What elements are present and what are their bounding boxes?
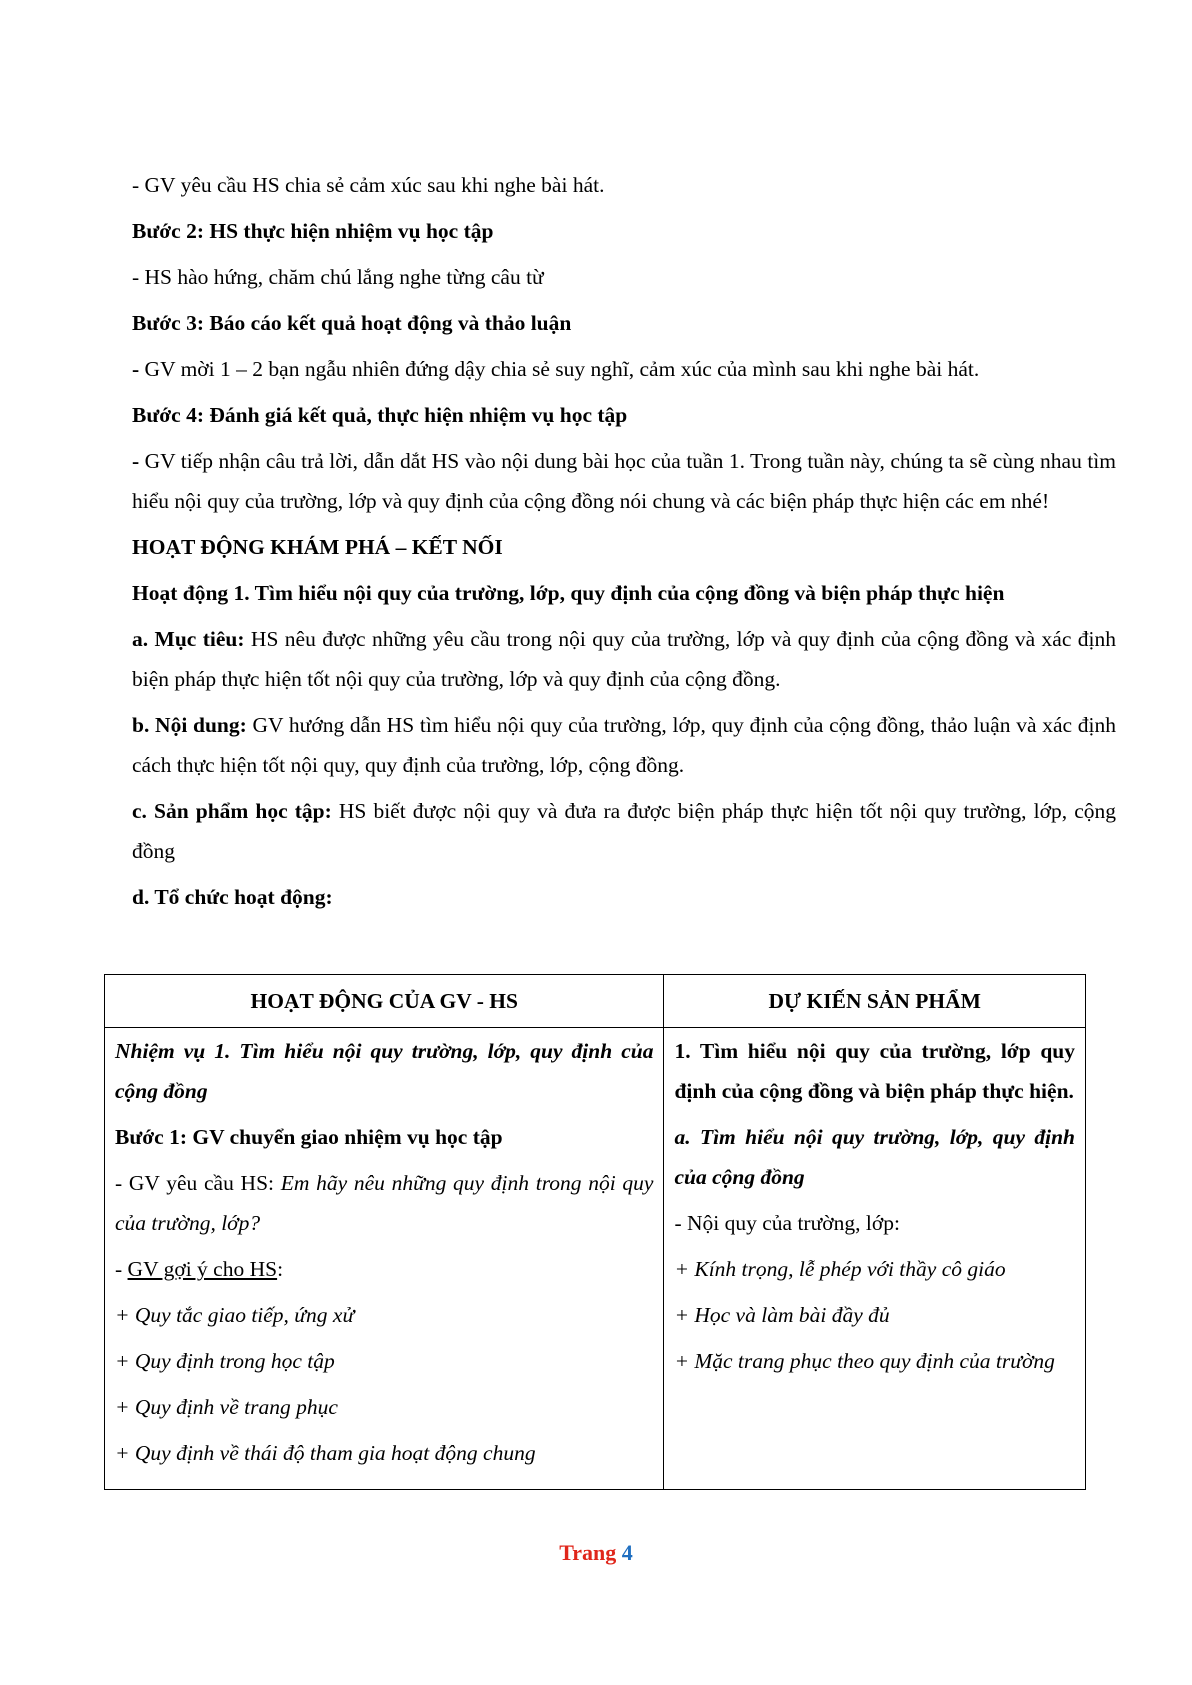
product-subtitle: a. Tìm hiểu nội quy trường, lớp, quy định của cộng đồng [674,1125,1075,1189]
product-label: c. Sản phẩm học tập: [132,799,332,823]
activity-cell [105,1028,664,1490]
document-body [132,165,1116,923]
teacher-request [115,1163,653,1243]
activity-heading: Hoạt động 1. Tìm hiểu nội quy của trường, lớp, quy định của cộng đồng và biện pháp thực hiện [132,581,1005,605]
page-label: Trang [559,1540,617,1565]
paragraph-students-listen: - HS hào hứng, chăm chú lắng nghe từng câu từ [132,265,544,289]
rule-item: + Kính trọng, lễ phép với thầy cô giáo [674,1257,1006,1281]
task-1-title: Nhiệm vụ 1. Tìm hiểu nội quy trường, lớp, quy định của cộng đồng [115,1039,654,1103]
goal-text: HS nêu được những yêu cầu trong nội quy của trường, lớp và quy định của cộng đồng và xác định biện pháp thực hiện tốt nội quy của trường, lớp và quy định của cộng đồng. [132,627,1117,691]
table-row [105,1028,1086,1490]
hint-label: GV gợi ý cho HS [127,1257,278,1281]
header-teacher-student-activity: HOẠT ĐỘNG CỦA GV - HS [105,975,664,1028]
content-text: GV hướng dẫn HS tìm hiểu nội quy của trường, lớp, quy định của cộng đồng, thảo luận và xác định cách thực hiện tốt nội quy, quy định của trường, lớp, cộng đồng. [132,713,1116,777]
hint-item: + Quy định trong học tập [115,1349,335,1373]
product-cell [664,1028,1086,1490]
paragraph-invite-share-text: GV mời 1 – 2 bạn ngẫu nhiên đứng dậy chia sẻ suy nghĩ, cảm xúc của mình sau khi nghe bài hát. [139,357,980,381]
page-number: 4 [621,1540,633,1565]
teacher-request-prefix: - GV yêu cầu HS: [115,1171,281,1195]
rule-item: + Mặc trang phục theo quy định của trường [674,1349,1055,1373]
step-2-heading: Bước 2: HS thực hiện nhiệm vụ học tập [132,219,494,243]
hint-item: + Quy tắc giao tiếp, ứng xử [115,1303,355,1327]
hint-dash: - [115,1257,128,1281]
table-header-row [105,975,1086,1028]
goal-label: a. Mục tiêu: [132,627,245,651]
activity-table [104,974,1086,1490]
step-3-heading: Bước 3: Báo cáo kết quả hoạt động và thảo luận [132,311,572,335]
rule-item: + Học và làm bài đầy đủ [674,1303,890,1327]
paragraph-lead-in [132,441,1116,521]
content-label: b. Nội dung: [132,713,247,737]
dash-bold: - [132,357,140,381]
section-heading: HOẠT ĐỘNG KHÁM PHÁ – KẾT NỐI [132,535,503,559]
teacher-request-question: Em hãy nêu những quy định trong nội quy của trường, lớp? [115,1171,654,1235]
hint-colon: : [277,1257,284,1281]
product-paragraph [132,791,1116,871]
content-paragraph [132,705,1116,785]
hint-item: + Quy định về trang phục [115,1395,338,1419]
dash-bold: - [132,449,140,473]
header-expected-product: DỰ KIẾN SẢN PHẨM [664,975,1086,1028]
page-footer [0,1540,1192,1566]
paragraph-invite-share [132,349,1116,389]
step-1-heading: Bước 1: GV chuyển giao nhiệm vụ học tập [115,1125,503,1149]
product-text: HS biết được nội quy và đưa ra được biện pháp thực hiện tốt nội quy trường, lớp, cộng đồng [132,799,1116,863]
paragraph-lead-in-text: GV tiếp nhận câu trả lời, dẫn dắt HS vào nội dung bài học của tuần 1. Trong tuần này, chúng ta sẽ cùng nhau tìm hiểu nội quy của trường, lớp và quy định của cộng đồng nói chung và các biện pháp thực hiện các em nhé! [132,449,1116,513]
organization-heading: d. Tổ chức hoạt động: [132,885,333,909]
product-title: 1. Tìm hiểu nội quy của trường, lớp quy định của cộng đồng và biện pháp thực hiện. [674,1039,1075,1103]
goal-paragraph [132,619,1116,699]
rules-label: - Nội quy của trường, lớp: [674,1211,900,1235]
step-4-heading: Bước 4: Đánh giá kết quả, thực hiện nhiệm vụ học tập [132,403,628,427]
paragraph-share-feelings: - GV yêu cầu HS chia sẻ cảm xúc sau khi nghe bài hát. [132,173,605,197]
hint-item: + Quy định về thái độ tham gia hoạt động chung [115,1441,536,1465]
teacher-hint [115,1249,653,1289]
